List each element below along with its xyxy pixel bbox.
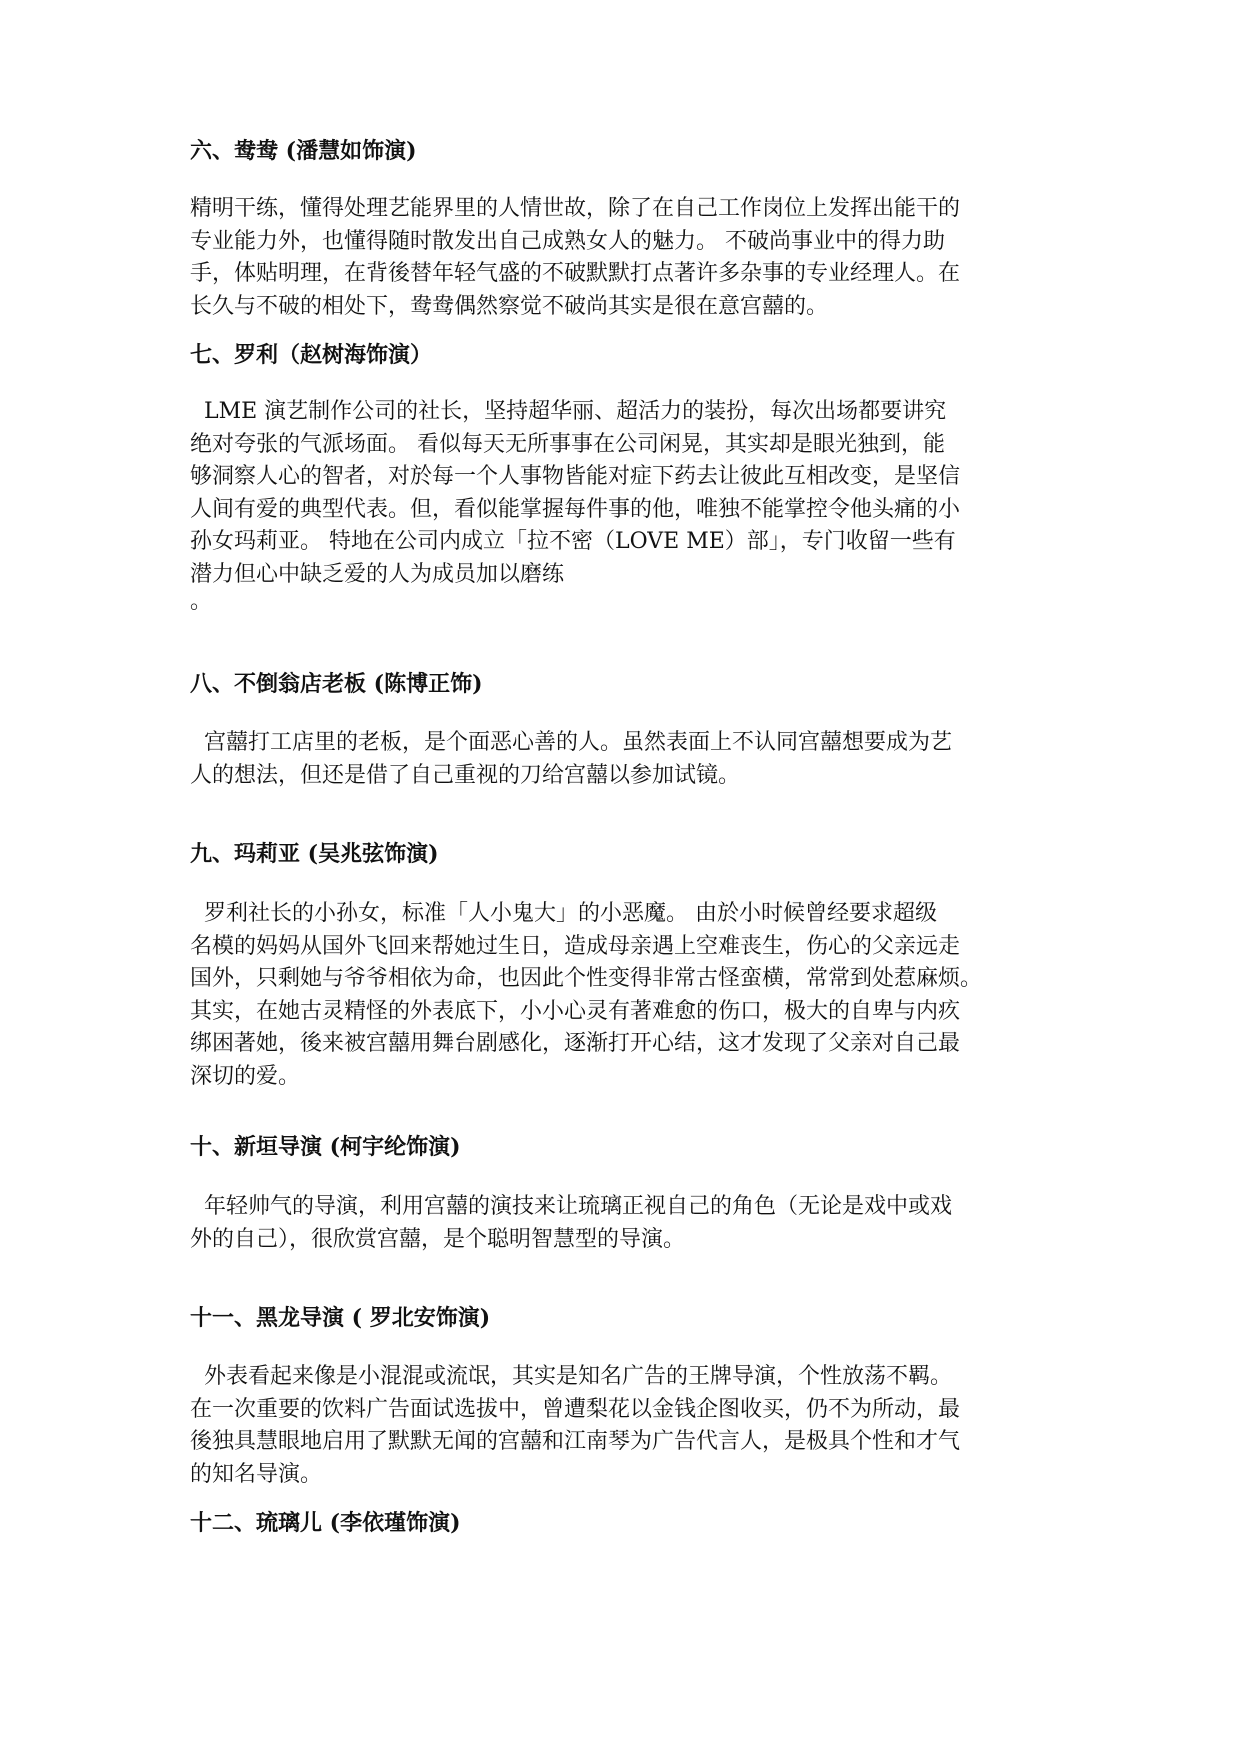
paragraph-line: 人的想法，但还是借了自己重视的刀给宫囍以参加试镜。 — [190, 762, 741, 788]
section-heading: 十二、琉璃儿 (李依瑾饰演) — [190, 1510, 461, 1536]
paragraph-line: 专业能力外，也懂得随时散发出自己成熟女人的魅力。 不破尚事业中的得力助 — [190, 228, 945, 254]
paragraph-line: 宫囍打工店里的老板，是个面恶心善的人。虽然表面上不认同宫囍想要成为艺 — [190, 730, 952, 755]
paragraph-line: 绝对夸张的气派场面。 看似每天无所事事在公司闲晃，其实却是眼光独到，能 — [190, 431, 945, 457]
paragraph-line: 。 — [190, 588, 213, 614]
paragraph-line: 绑困著她，後来被宫囍用舞台剧感化，逐渐打开心结，这才发现了父亲对自己最 — [190, 1031, 961, 1057]
section-heading: 九、玛莉亚 (吴兆弦饰演) — [190, 841, 439, 867]
paragraph-line: 名模的妈妈从国外飞回来帮她过生日，造成母亲遇上空难丧生，伤心的父亲远走 — [190, 933, 961, 959]
paragraph-line: 够洞察人心的智者，对於每一个人事物皆能对症下药去让彼此互相改变，是坚信 — [190, 464, 961, 490]
section-paragraph — [190, 1361, 1060, 1491]
paragraph-line: 其实，在她古灵精怪的外表底下，小小心灵有著难愈的伤口，极大的自卑与内疚 — [190, 998, 961, 1024]
section-paragraph — [190, 898, 1060, 1094]
paragraph-line: 外的自己），很欣赏宫囍，是个聪明智慧型的导演。 — [190, 1226, 686, 1252]
paragraph-line: 孙女玛莉亚。 特地在公司内成立「拉不密（LOVE ME）部」，专门收留一些有 — [190, 529, 956, 555]
paragraph-line: 罗利社长的小孙女，标准「人小鬼大」的小恶魔。 由於小时候曾经要求超级 — [190, 901, 937, 926]
section-heading: 十一、黑龙导演 ( 罗北安饰演) — [190, 1305, 491, 1331]
section-heading: 十、新垣导演 (柯宇纶饰演) — [190, 1134, 461, 1160]
paragraph-line: 人间有爱的典型代表。但，看似能掌握每件事的他，唯独不能掌控令他头痛的小 — [190, 496, 961, 522]
section-paragraph — [190, 727, 1060, 792]
section-heading: 六、鸯鸯 (潘慧如饰演) — [190, 138, 417, 164]
paragraph-line: 後独具慧眼地启用了默默无闻的宫囍和江南琴为广告代言人，是极具个性和才气 — [190, 1429, 961, 1455]
paragraph-line: 在一次重要的饮料广告面试选拔中，曾遭梨花以金钱企图收买，仍不为所动，最 — [190, 1396, 961, 1422]
paragraph-line: 长久与不破的相处下，鸯鸯偶然察觉不破尚其实是很在意宫囍的。 — [190, 293, 829, 319]
paragraph-line: LME 演艺制作公司的社长，坚持超华丽、超活力的装扮，每次出场都要讲究 — [190, 399, 947, 424]
section-paragraph — [190, 396, 1060, 612]
paragraph-line: 国外，只剩她与爷爷相依为命，也因此个性变得非常古怪蛮横，常常到处惹麻烦。 — [190, 966, 983, 992]
paragraph-line: 精明干练，懂得处理艺能界里的人情世故，除了在自己工作岗位上发挥出能干的 — [190, 196, 961, 221]
section-paragraph — [190, 193, 1060, 323]
paragraph-line: 手，体贴明理，在背後替年轻气盛的不破默默打点著许多杂事的专业经理人。在 — [190, 261, 961, 287]
section-paragraph — [190, 1191, 1060, 1256]
paragraph-line: 潜力但心中缺乏爱的人为成员加以磨练 — [190, 561, 565, 587]
paragraph-line: 外表看起来像是小混混或流氓，其实是知名广告的王牌导演，个性放荡不羁。 — [190, 1364, 952, 1389]
section-heading: 八、不倒翁店老板 (陈博正饰) — [190, 671, 483, 697]
section-heading: 七、罗利（赵树海饰演） — [190, 342, 433, 368]
paragraph-line: 年轻帅气的导演，利用宫囍的演技来让琉璃正视自己的角色（无论是戏中或戏 — [190, 1194, 952, 1219]
paragraph-line: 深切的爱。 — [190, 1063, 301, 1089]
paragraph-line: 的知名导演。 — [190, 1461, 323, 1487]
